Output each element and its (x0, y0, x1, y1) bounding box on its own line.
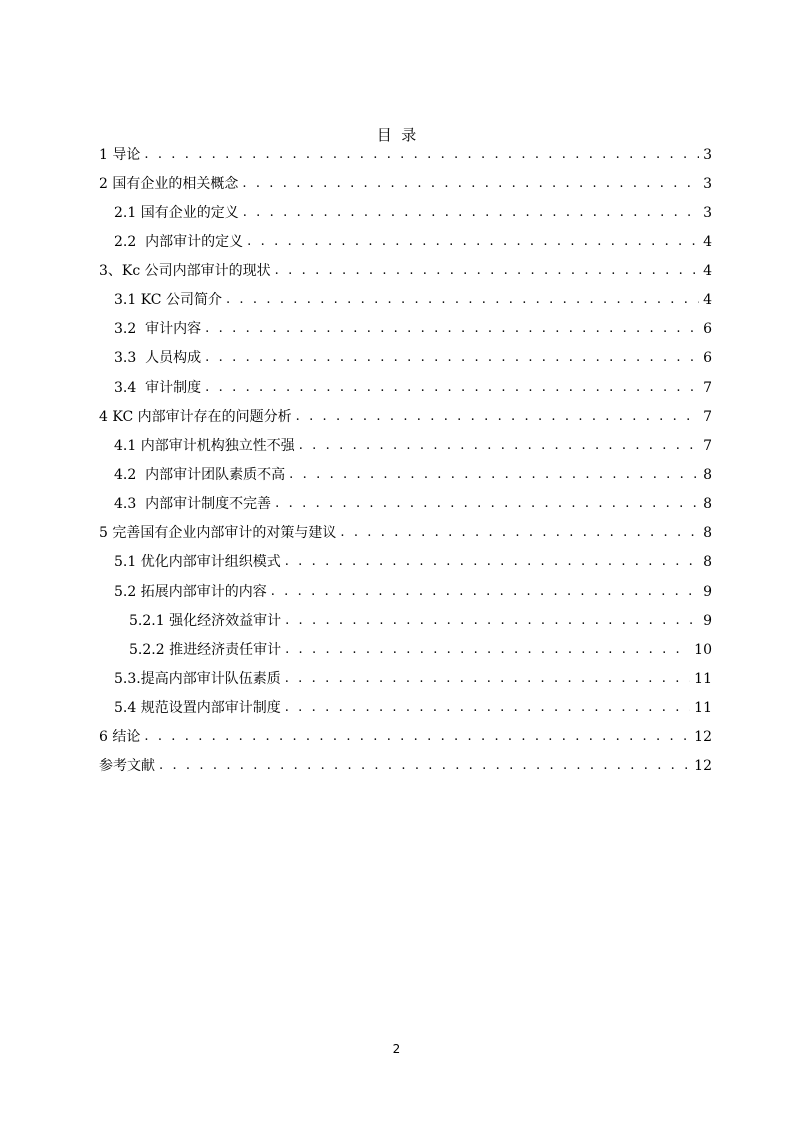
toc-entry-page: 7 (703, 438, 712, 454)
toc-entry[interactable] (99, 378, 712, 398)
toc-entry[interactable] (99, 494, 712, 514)
toc-dot-leader (205, 348, 699, 368)
toc-entry-label: 5.2.1 强化经济效益审计 (129, 613, 282, 629)
toc-dot-leader (247, 232, 699, 252)
toc-entry-page: 6 (703, 321, 712, 337)
toc-dot-leader (226, 290, 699, 310)
toc-dot-leader (242, 174, 699, 194)
toc-dot-leader (144, 727, 690, 747)
toc-dot-leader (285, 640, 690, 660)
toc-entry-page: 8 (703, 554, 712, 570)
toc-entry-label: 3.4 审计制度 (114, 380, 202, 396)
toc-entry-label: 3.3 人员构成 (114, 350, 202, 366)
toc-dot-leader (285, 552, 699, 572)
toc-entry[interactable] (99, 669, 712, 689)
toc-entry-page: 4 (703, 292, 712, 308)
toc-entry-page: 7 (703, 380, 712, 396)
toc-entry-label: 5.2.2 推进经济责任审计 (129, 642, 282, 658)
toc-entry-page: 11 (694, 671, 712, 687)
toc-entry-label: 参考文献 (99, 758, 155, 774)
toc-entry[interactable] (99, 552, 712, 572)
toc-entry-label: 2 国有企业的相关概念 (99, 176, 239, 192)
toc-entry-label: 3.2 审计内容 (114, 321, 202, 337)
toc-entry-page: 8 (703, 467, 712, 483)
toc-dot-leader (243, 203, 699, 223)
toc-entry[interactable] (99, 203, 712, 223)
toc-entry-label: 5.3.提高内部审计队伍素质 (114, 671, 281, 687)
toc-entry-page: 6 (703, 350, 712, 366)
toc-entry-page: 7 (703, 409, 712, 425)
toc-title: 目 录 (376, 126, 417, 144)
toc-entry-page: 8 (703, 525, 712, 541)
toc-entry-label: 5.2 拓展内部审计的内容 (114, 584, 267, 600)
toc-entry-page: 3 (703, 176, 712, 192)
toc-entry-label: 1 导论 (99, 147, 141, 163)
toc-entry[interactable] (99, 727, 712, 747)
toc-entry-page: 12 (694, 729, 712, 745)
toc-entry-label: 5 完善国有企业内部审计的对策与建议 (99, 525, 337, 541)
toc-entry-page: 4 (703, 234, 712, 250)
toc-entry-page: 9 (703, 613, 712, 629)
toc-entry[interactable] (99, 436, 712, 456)
toc-dot-leader (285, 669, 690, 689)
toc-entry[interactable] (99, 290, 712, 310)
toc-entry-label: 3、Kc 公司内部审计的现状 (99, 263, 271, 279)
toc-entry[interactable] (99, 698, 712, 718)
toc-entry[interactable] (99, 465, 712, 485)
toc-entry[interactable] (99, 407, 712, 427)
toc-entry[interactable] (99, 348, 712, 368)
toc-dot-leader (144, 145, 699, 165)
toc-entry-label: 4 KC 内部审计存在的问题分析 (99, 409, 292, 425)
toc-dot-leader (275, 494, 699, 514)
toc-entry[interactable] (99, 319, 712, 339)
toc-entry[interactable] (99, 640, 712, 660)
toc-dot-leader (159, 756, 690, 776)
toc-dot-leader (205, 378, 699, 398)
toc-dot-leader (299, 436, 699, 456)
toc-entry[interactable] (99, 145, 712, 165)
toc-entry[interactable] (99, 523, 712, 543)
toc-entry-page: 9 (703, 584, 712, 600)
toc-entry[interactable] (99, 232, 712, 252)
toc-dot-leader (205, 319, 699, 339)
toc-entry[interactable] (99, 582, 712, 602)
toc-entry-label: 6 结论 (99, 729, 141, 745)
toc-dot-leader (275, 261, 699, 281)
toc-entry-page: 4 (703, 263, 712, 279)
toc-entry-page: 12 (694, 758, 712, 774)
toc-entry-page: 3 (703, 147, 712, 163)
toc-entry-label: 3.1 KC 公司简介 (114, 292, 222, 308)
toc-entry-label: 4.3 内部审计制度不完善 (114, 496, 272, 512)
toc-entry-label: 5.4 规范设置内部审计制度 (114, 700, 281, 716)
page-number: 2 (392, 1042, 401, 1056)
toc-entry[interactable] (99, 756, 712, 776)
toc-dot-leader (285, 611, 699, 631)
toc-entry-page: 11 (694, 700, 712, 716)
toc-dot-leader (340, 523, 699, 543)
toc-entry-label: 2.2 内部审计的定义 (114, 234, 244, 250)
toc-entry-label: 4.1 内部审计机构独立性不强 (114, 438, 295, 454)
toc-entry-page: 8 (703, 496, 712, 512)
toc-dot-leader (289, 465, 699, 485)
toc-entry-page: 3 (703, 205, 712, 221)
toc-dot-leader (285, 698, 690, 718)
toc-entry-label: 4.2 内部审计团队素质不高 (114, 467, 286, 483)
toc-entry[interactable] (99, 174, 712, 194)
toc-entry[interactable] (99, 611, 712, 631)
toc-dot-leader (296, 407, 699, 427)
toc-entry-label: 2.1 国有企业的定义 (114, 205, 239, 221)
toc-entry[interactable] (99, 261, 712, 281)
toc-entry-label: 5.1 优化内部审计组织模式 (114, 554, 281, 570)
toc-entry-page: 10 (694, 642, 712, 658)
toc-dot-leader (271, 582, 699, 602)
